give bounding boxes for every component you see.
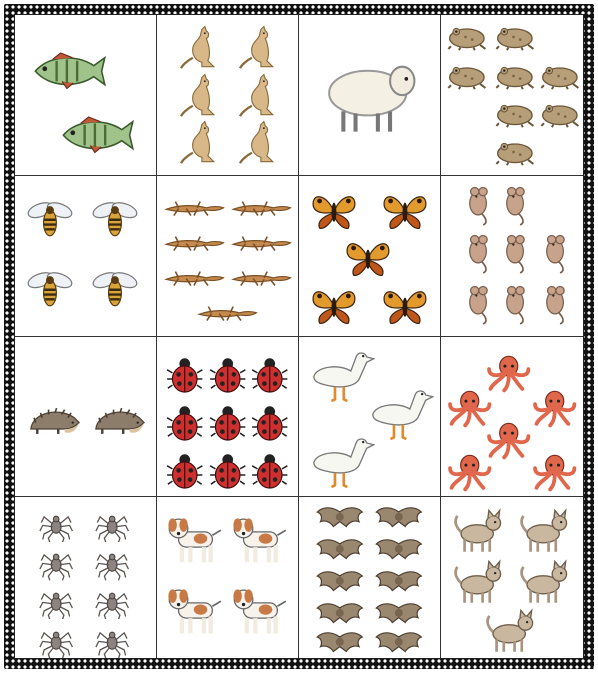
spider-icon (35, 623, 77, 658)
bee-icon (91, 265, 139, 313)
bat-icon (372, 504, 426, 533)
worksheet-sheet (14, 14, 584, 659)
ladybird-icon (208, 356, 247, 394)
hedgehog-icon (26, 397, 82, 445)
goose-icon (305, 432, 376, 493)
butterfly-icon (381, 189, 429, 234)
spider-icon (35, 584, 77, 619)
grid-cell-bee (15, 176, 157, 337)
grid-cell-mouse (441, 176, 583, 337)
butterfly-icon (381, 284, 429, 329)
newt-icon (163, 195, 225, 221)
ladybird-icon (165, 452, 204, 490)
toad-icon (495, 60, 535, 92)
cat-icon (452, 558, 506, 606)
grid-cell-fish (15, 15, 157, 176)
spider-icon (91, 584, 133, 619)
kangaroo-icon (236, 120, 278, 165)
bat-icon (313, 568, 367, 597)
octopus-icon (447, 448, 492, 496)
grid-cell-hedgehog (15, 337, 157, 498)
bat-icon (313, 629, 367, 658)
grid-cell-kangaroo (157, 15, 299, 176)
grid-cell-goose (299, 337, 441, 498)
dog-icon (165, 513, 224, 568)
kangaroo-icon (177, 120, 219, 165)
octopus-icon (532, 384, 577, 432)
newt-icon (230, 265, 292, 291)
mouse-icon (498, 185, 532, 227)
mouse-icon (538, 233, 572, 275)
spider-icon (91, 545, 133, 580)
octopus-icon (486, 416, 531, 464)
mouse-icon (498, 233, 532, 275)
bee-icon (26, 195, 74, 243)
worksheet-border (4, 4, 594, 669)
newt-icon (230, 230, 292, 256)
mouse-icon (461, 284, 495, 326)
bee-icon (91, 195, 139, 243)
newt-icon (230, 195, 292, 221)
bat-icon (313, 600, 367, 629)
grid-cell-dog (157, 497, 299, 658)
toad-icon (495, 98, 535, 130)
bat-icon (372, 629, 426, 658)
bat-icon (372, 536, 426, 565)
ladybird-icon (250, 452, 289, 490)
grid-cell-cat (441, 497, 583, 658)
fish-icon (29, 44, 108, 98)
toad-icon (540, 98, 580, 130)
octopus-icon (486, 349, 531, 397)
sheep-icon (319, 44, 421, 146)
bat-icon (313, 536, 367, 565)
grid-cell-butterfly (299, 176, 441, 337)
kangaroo-icon (236, 73, 278, 118)
mouse-icon (498, 284, 532, 326)
octopus-icon (447, 384, 492, 432)
mouse-icon (538, 284, 572, 326)
dog-icon (165, 584, 224, 639)
newt-icon (163, 230, 225, 256)
butterfly-icon (310, 189, 358, 234)
grid-cell-ladybird (157, 337, 299, 498)
counting-grid (15, 15, 583, 658)
mouse-icon (461, 233, 495, 275)
grid-cell-toad (441, 15, 583, 176)
ladybird-icon (165, 356, 204, 394)
spider-icon (35, 507, 77, 542)
spider-icon (35, 545, 77, 580)
dog-icon (230, 513, 289, 568)
newt-icon (196, 300, 258, 326)
cat-icon (484, 607, 538, 655)
ladybird-icon (250, 356, 289, 394)
spider-icon (91, 623, 133, 658)
kangaroo-icon (177, 73, 219, 118)
ladybird-icon (208, 404, 247, 442)
fish-icon (57, 108, 136, 162)
toad-icon (447, 21, 487, 53)
octopus-icon (532, 448, 577, 496)
cat-icon (452, 507, 506, 555)
ladybird-icon (208, 452, 247, 490)
cat-icon (518, 507, 572, 555)
grid-cell-sheep (299, 15, 441, 176)
toad-icon (447, 60, 487, 92)
mouse-icon (461, 185, 495, 227)
grid-cell-octopus (441, 337, 583, 498)
butterfly-icon (310, 284, 358, 329)
toad-icon (540, 60, 580, 92)
bat-icon (313, 504, 367, 533)
toad-icon (495, 136, 535, 168)
cat-icon (518, 558, 572, 606)
toad-icon (495, 21, 535, 53)
bee-icon (26, 265, 74, 313)
grid-cell-bat (299, 497, 441, 658)
newt-icon (163, 265, 225, 291)
grid-cell-spider (15, 497, 157, 658)
ladybird-icon (250, 404, 289, 442)
hedgehog-icon (91, 397, 147, 445)
butterfly-icon (344, 236, 392, 281)
grid-cell-newt (157, 176, 299, 337)
dog-icon (230, 584, 289, 639)
bat-icon (372, 568, 426, 597)
spider-icon (91, 507, 133, 542)
kangaroo-icon (177, 25, 219, 70)
ladybird-icon (165, 404, 204, 442)
bat-icon (372, 600, 426, 629)
kangaroo-icon (236, 25, 278, 70)
